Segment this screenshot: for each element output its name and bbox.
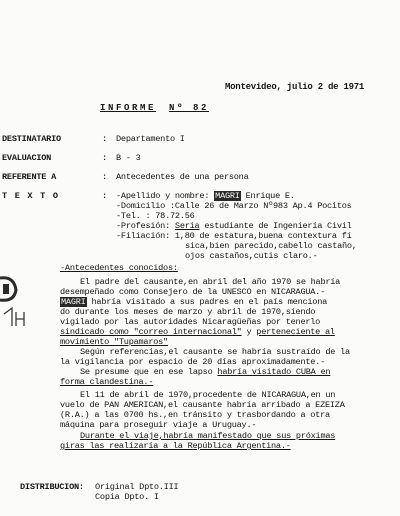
antecedentes-line: giras las realizaría a la República Argentina.- (60, 441, 291, 451)
referente-value: Antecedentes de una persona (116, 172, 249, 182)
antecedentes-line: forma clandestina.- (60, 377, 154, 387)
antecedentes-line: Según referencias,el causante se habría sustraído de la (80, 347, 350, 357)
field-colon: : (102, 172, 107, 182)
field-colon: : (102, 134, 107, 144)
antecedentes-line: vuelo de PAN AMERICAN,el causante habría arribado a EZEIZA (60, 400, 345, 410)
texto-label: T E X T O (2, 191, 60, 201)
filiacion-line-3: ojos castaños,cutis claro.- (185, 251, 318, 261)
antecedentes-line: Se presume que en ese lapso habría visitado CUBA en (80, 367, 331, 377)
filiacion-line: -Filiación: 1,80 de estatura,buena contextura fí (116, 231, 352, 241)
title-number: Nº 82 (168, 103, 209, 113)
domicilio-line: -Domicilio :Calle 26 de Marzo Nº983 Ap.4 Pocitos (116, 201, 352, 211)
destinatario-label: DESTINATARIO (2, 134, 61, 144)
antecedentes-line: máquina para proseguir viaje a Uruguay.- (60, 420, 257, 430)
antecedentes-line: El 11 de abril de 1970,procedente de NICARAGUA,en un (80, 390, 336, 400)
document-date: Montevideo, julio 2 de 1971 (225, 82, 365, 92)
apellido-line: -Apellido y nombre: MAGRI Enrique E. (116, 191, 295, 201)
antecedentes-line: El padre del causante,en abril del año 1970 se habría (80, 277, 341, 287)
antecedentes-line: sindicado como "correo internacional" y perteneciente al (60, 327, 335, 337)
filiacion-line-2: sica,bien parecido,cabello castaño, (185, 241, 357, 251)
distribucion-label: DISTRIBUCION: (20, 482, 84, 492)
distribucion-line-1: Original Dpto.III (95, 482, 179, 492)
distribucion-line-2: Copia Dpto. I (95, 492, 159, 502)
antecedentes-line: MAGRI habría visitado a sus padres en el país menciona (61, 297, 328, 307)
field-colon: : (102, 191, 107, 201)
margin-stamp-mark (0, 268, 30, 338)
destinatario-value: Departamento I (116, 134, 185, 144)
evaluacion-value: B - 3 (116, 153, 141, 163)
antecedentes-heading: -Antecedentes conocidos: (60, 263, 178, 273)
antecedentes-line: (R.A.) a las 0700 hs.,en tránsito y trasbordando a otra (60, 410, 330, 420)
evaluacion-label: EVALUACION (2, 153, 52, 163)
telefono-line: -Tel. : 78.72.56 (116, 211, 195, 221)
antecedentes-line: movimiento "Tupamaros" (60, 337, 168, 347)
antecedentes-line: la vigilancia por espacio de 20 días aproximadamente.- (60, 357, 325, 367)
title-word: INFORME (100, 103, 157, 113)
document-title (100, 103, 209, 113)
antecedentes-line: do durante los meses de marzo y abril de 1970,siendo (60, 307, 316, 317)
antecedentes-line: Durante el viaje,habría manifestado que sus próximas (80, 431, 336, 441)
referente-label: REFERENTE A (2, 172, 56, 182)
antecedentes-line: vigilado por las autoridades Nicaragüeñas por tenerlo (60, 317, 321, 327)
redacted-surname: MAGRI (61, 297, 86, 307)
profesion-line: -Profesión: Seria estudiante de Ingeniería Civil (116, 221, 352, 231)
redacted-surname: MAGRI (215, 191, 240, 201)
antecedentes-line: desempeñado como Consejero de la UNESCO en NICARAGUA.- (60, 287, 325, 297)
field-colon: : (102, 153, 107, 163)
